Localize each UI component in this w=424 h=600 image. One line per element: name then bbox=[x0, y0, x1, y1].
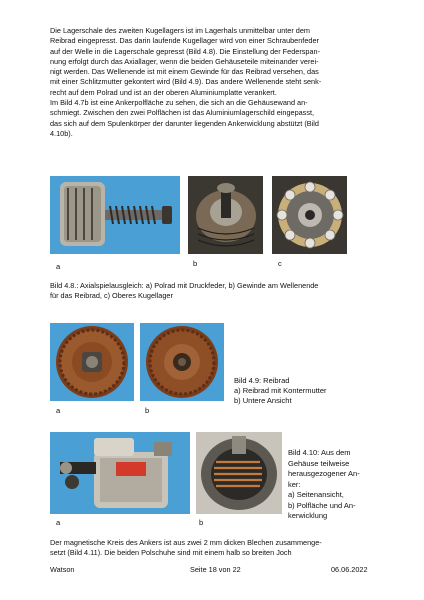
figure-label-a: a bbox=[56, 406, 61, 415]
footer-page-number: Seite 18 von 22 bbox=[190, 565, 241, 574]
photo-reibrad-untere-ansicht bbox=[140, 323, 224, 401]
text-line: mit einer Schlitzmutter gekontert wird (Bild 4.9). Das andere Wellenende steht senk- bbox=[50, 77, 322, 87]
polrad-druckfeder-image bbox=[50, 176, 180, 254]
caption-line: a) Seitenansicht, bbox=[288, 490, 344, 499]
text-line: nung erfolgt durch das Axiallager, wenn die beiden Gehäuseteile miteinander verei- bbox=[50, 56, 319, 66]
caption-line: ker: bbox=[288, 479, 301, 489]
photo-anker-polflaeche bbox=[196, 432, 282, 514]
figure-4-10-caption bbox=[288, 448, 360, 522]
figure-label-b: b bbox=[145, 406, 150, 415]
text-line: Die Lagerschale des zweiten Kugellagers ist im Lagerhals unmittelbar unter dem bbox=[50, 26, 310, 35]
caption-line: a) Reibrad mit Kontermutter bbox=[234, 386, 327, 395]
caption-line: Gehäuse teilweise bbox=[288, 458, 350, 468]
figure-label-a: a bbox=[56, 518, 61, 527]
caption-line: für das Reibrad, c) Oberes Kugellager bbox=[50, 291, 173, 300]
caption-line: Bild 4.9: Reibrad bbox=[234, 376, 290, 385]
photo-anker-seitenansicht bbox=[50, 432, 190, 514]
caption-line: b) Polfläche und An- bbox=[288, 500, 356, 510]
anker-seitenansicht-image bbox=[50, 432, 190, 514]
caption-line: herausgezogener An- bbox=[288, 469, 360, 478]
text-line: das sich auf dem Spulenkörper der darunter liegenden Ankerwicklung abstützt (Bild bbox=[50, 118, 319, 128]
anker-polflaeche-image bbox=[196, 432, 282, 514]
gewinde-wellenende-image bbox=[188, 176, 263, 254]
text-line: schmiegt. Zwischen den zwei Polflächen ist das Aluminiumlagerschild eingepasst, bbox=[50, 108, 315, 118]
figure-label-a: a bbox=[56, 262, 61, 271]
footer-date: 06.06.2022 bbox=[331, 565, 368, 574]
photo-reibrad-kontermutter bbox=[50, 323, 134, 401]
text-line: Im Bild 4.7b ist eine Ankerpolfläche zu sehen, die sich an die Gehäusewand an- bbox=[50, 98, 308, 108]
caption-line: kerwicklung bbox=[288, 511, 328, 520]
intro-paragraph bbox=[50, 26, 380, 139]
caption-line: Bild 4.8.: Axialspielausgleich: a) Polrad mit Druckfeder, b) Gewinde am Wellenende bbox=[50, 281, 319, 290]
figure-4-9-caption bbox=[234, 376, 327, 406]
text-line: auf der Welle in die Lagerschale gepresst (Bild 4.8). Die Einstellung der Federspan- bbox=[50, 46, 320, 56]
text-line: recht auf dem Polrad und ist an der oberen Aluminiumplatte verankert. bbox=[50, 87, 277, 97]
outro-paragraph bbox=[50, 538, 380, 559]
figure-label-b: b bbox=[193, 259, 198, 268]
photo-oberes-kugellager bbox=[272, 176, 347, 254]
text-line: 4.10b). bbox=[50, 128, 73, 138]
figure-4-8-caption bbox=[50, 281, 318, 301]
text-line: nigt werden. Das Wellenende ist mit einem Gewinde für das Reibrad versehen, das bbox=[50, 67, 319, 77]
caption-line: b) Untere Ansicht bbox=[234, 396, 292, 405]
photo-gewinde-wellenende bbox=[188, 176, 263, 254]
photo-polrad-druckfeder bbox=[50, 176, 180, 254]
reibrad-untere-ansicht-image bbox=[140, 323, 224, 401]
oberes-kugellager-image bbox=[272, 176, 347, 254]
text-line: setzt (Bild 4.11). Die beiden Polschuhe sind mit einem halb so breiten Joch bbox=[50, 548, 292, 558]
text-line: Reibrad eingepresst. Das darin laufende Kugellager wird von einer Schraubenfeder bbox=[50, 36, 319, 46]
figure-label-c: c bbox=[278, 259, 282, 268]
figure-label-b: b bbox=[199, 518, 204, 527]
text-line: Der magnetische Kreis des Ankers ist aus zwei 2 mm dicken Blechen zusammenge- bbox=[50, 538, 322, 547]
caption-line: Bild 4.10: Aus dem bbox=[288, 448, 351, 457]
reibrad-kontermutter-image bbox=[50, 323, 134, 401]
footer-author: Watson bbox=[50, 565, 75, 574]
